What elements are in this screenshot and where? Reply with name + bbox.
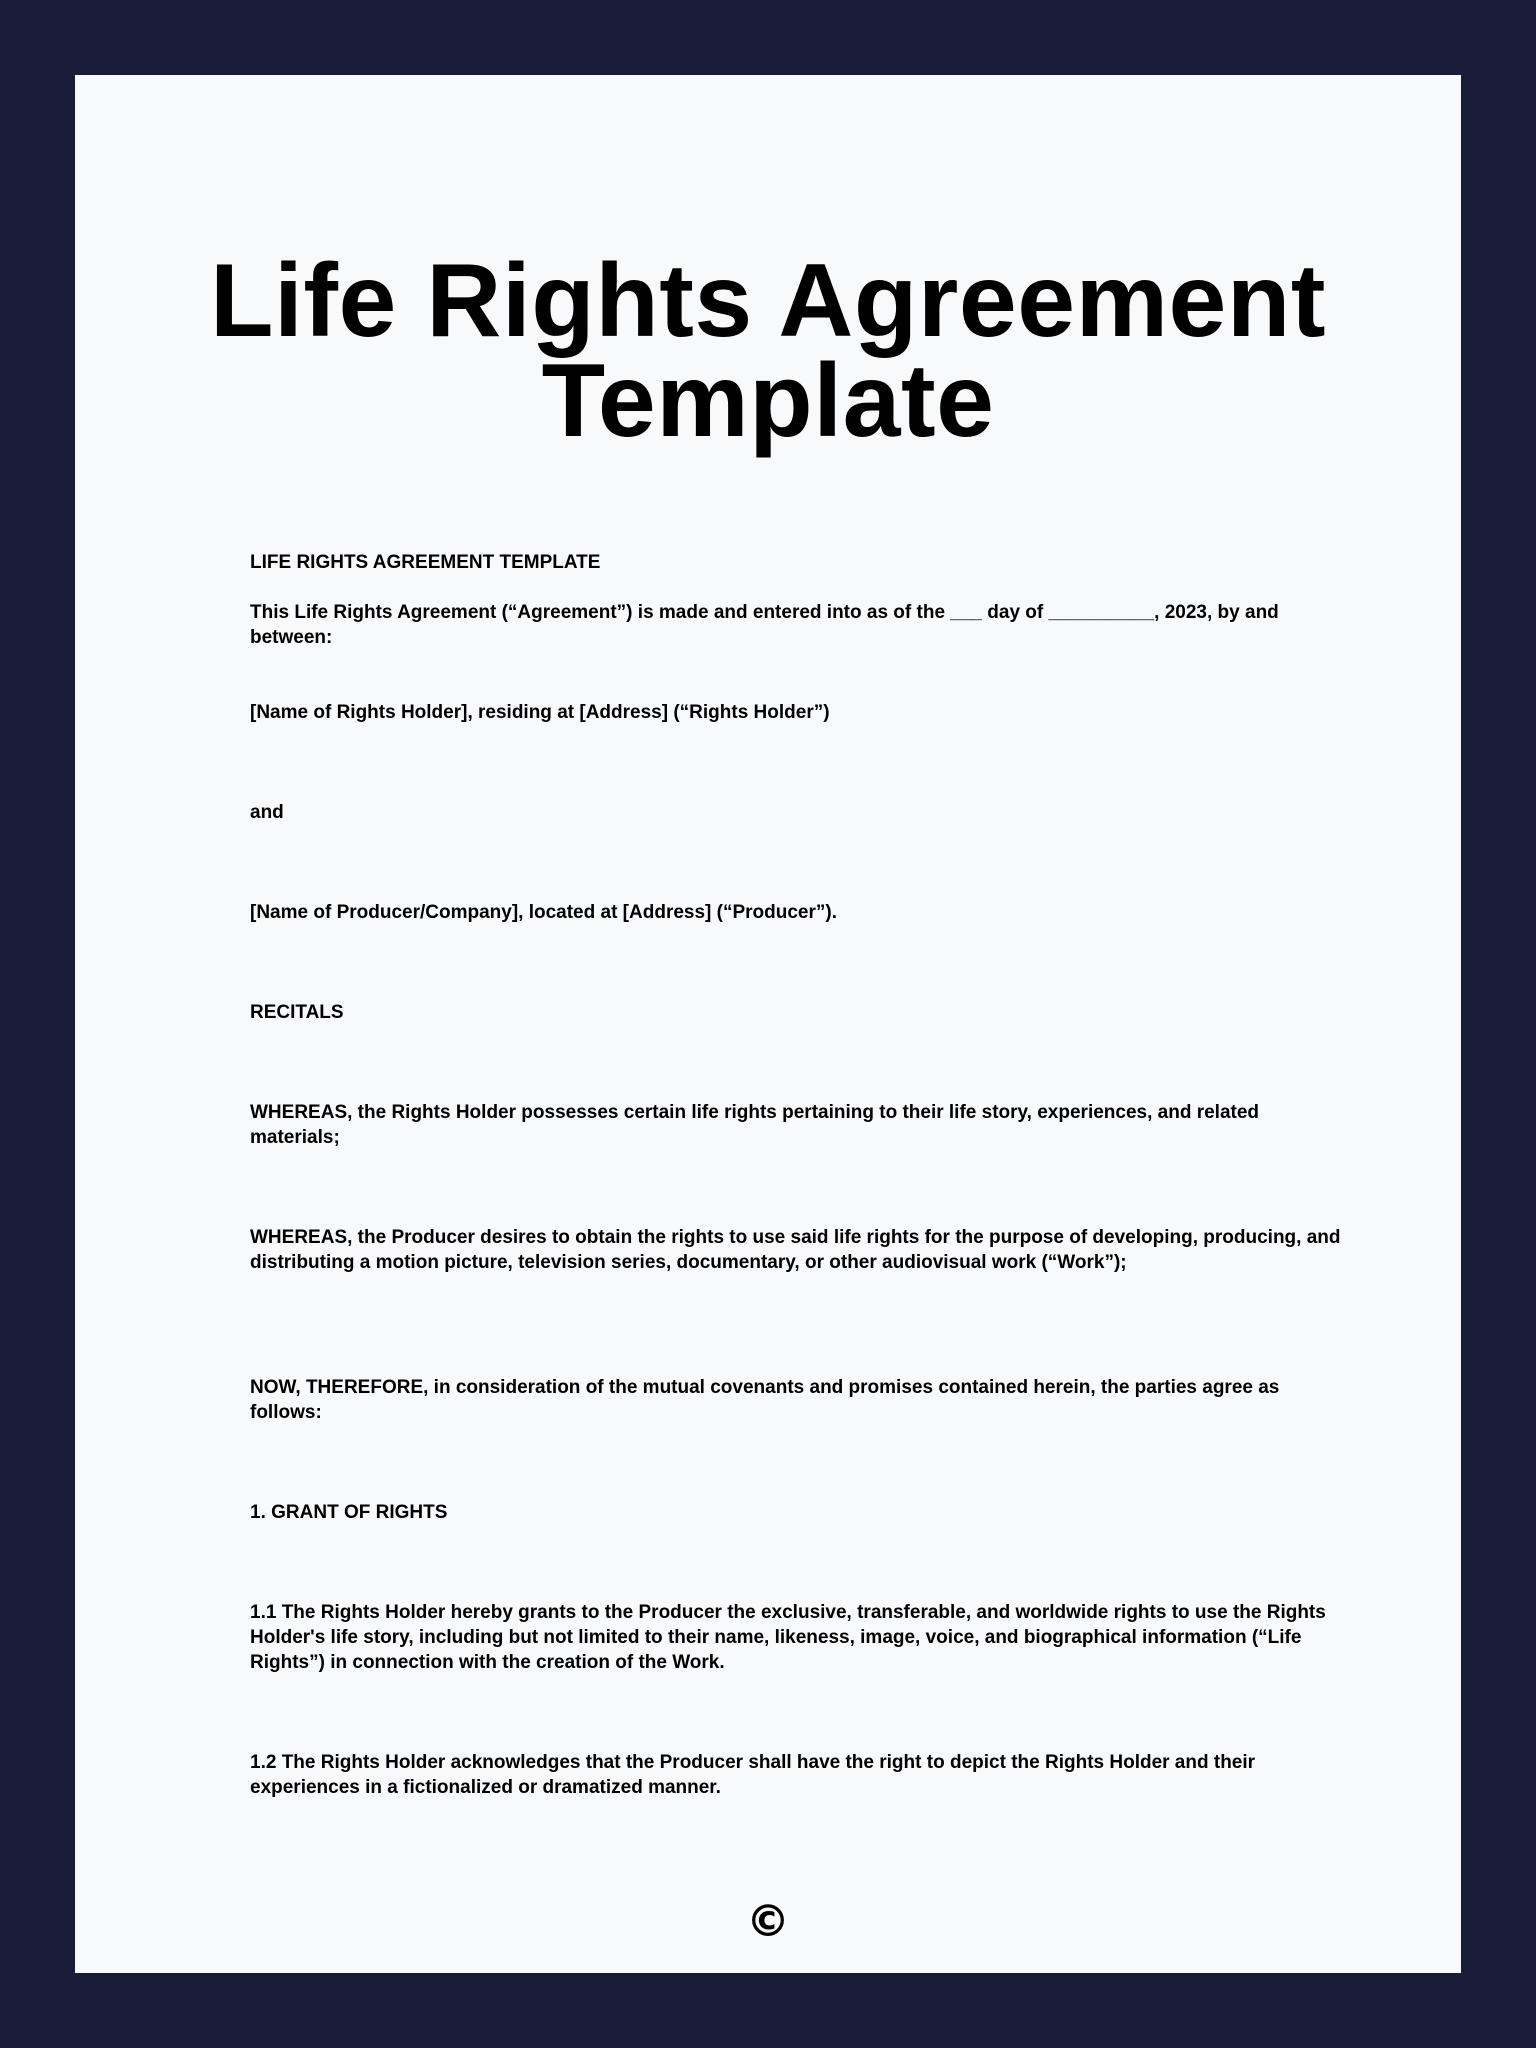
document-page — [75, 75, 1461, 1973]
producer-party: [Name of Producer/Company], located at [Address] (“Producer”). — [250, 902, 837, 923]
whereas-paragraph-2: WHEREAS, the Producer desires to obtain the rights to use said life rights for the purpose of developing, producing, and distributing a motion picture, television series, documentary, or other audiovisual work (“Work”); — [250, 1227, 1341, 1273]
and-text: and — [250, 802, 284, 823]
title-line-1: Life Rights Agreement — [209, 243, 1327, 359]
intro-paragraph: This Life Rights Agreement (“Agreement”) is made and entered into as of the ___ day of __________, 2023, by and between: — [250, 602, 1279, 648]
clause-1-1: 1.1 The Rights Holder hereby grants to the Producer the exclusive, transferable, and worldwide rights to use the Rights Holder's life story, including but not limited to their name, likeness, image, voice, and biographical information (“Life Rights”) in connection with the creation of the Work. — [250, 1602, 1326, 1673]
section-1-heading: 1. GRANT OF RIGHTS — [250, 1502, 448, 1523]
recitals-heading: RECITALS — [250, 1002, 344, 1023]
copyright-icon: © — [746, 1896, 790, 1947]
title-line-2: Template — [541, 343, 995, 459]
agreement-heading: LIFE RIGHTS AGREEMENT TEMPLATE — [250, 552, 601, 573]
now-therefore-paragraph: NOW, THEREFORE, in consideration of the mutual covenants and promises contained herein, the parties agree as follows: — [250, 1377, 1280, 1423]
whereas-paragraph-1: WHEREAS, the Rights Holder possesses certain life rights pertaining to their life story, experiences, and related materials; — [250, 1102, 1260, 1148]
document-title — [75, 243, 1461, 459]
rights-holder-party: [Name of Rights Holder], residing at [Address] (“Rights Holder”) — [250, 702, 830, 723]
clause-1-2: 1.2 The Rights Holder acknowledges that the Producer shall have the right to depict the Rights Holder and their experiences in a fictionalized or dramatized manner. — [250, 1752, 1256, 1798]
